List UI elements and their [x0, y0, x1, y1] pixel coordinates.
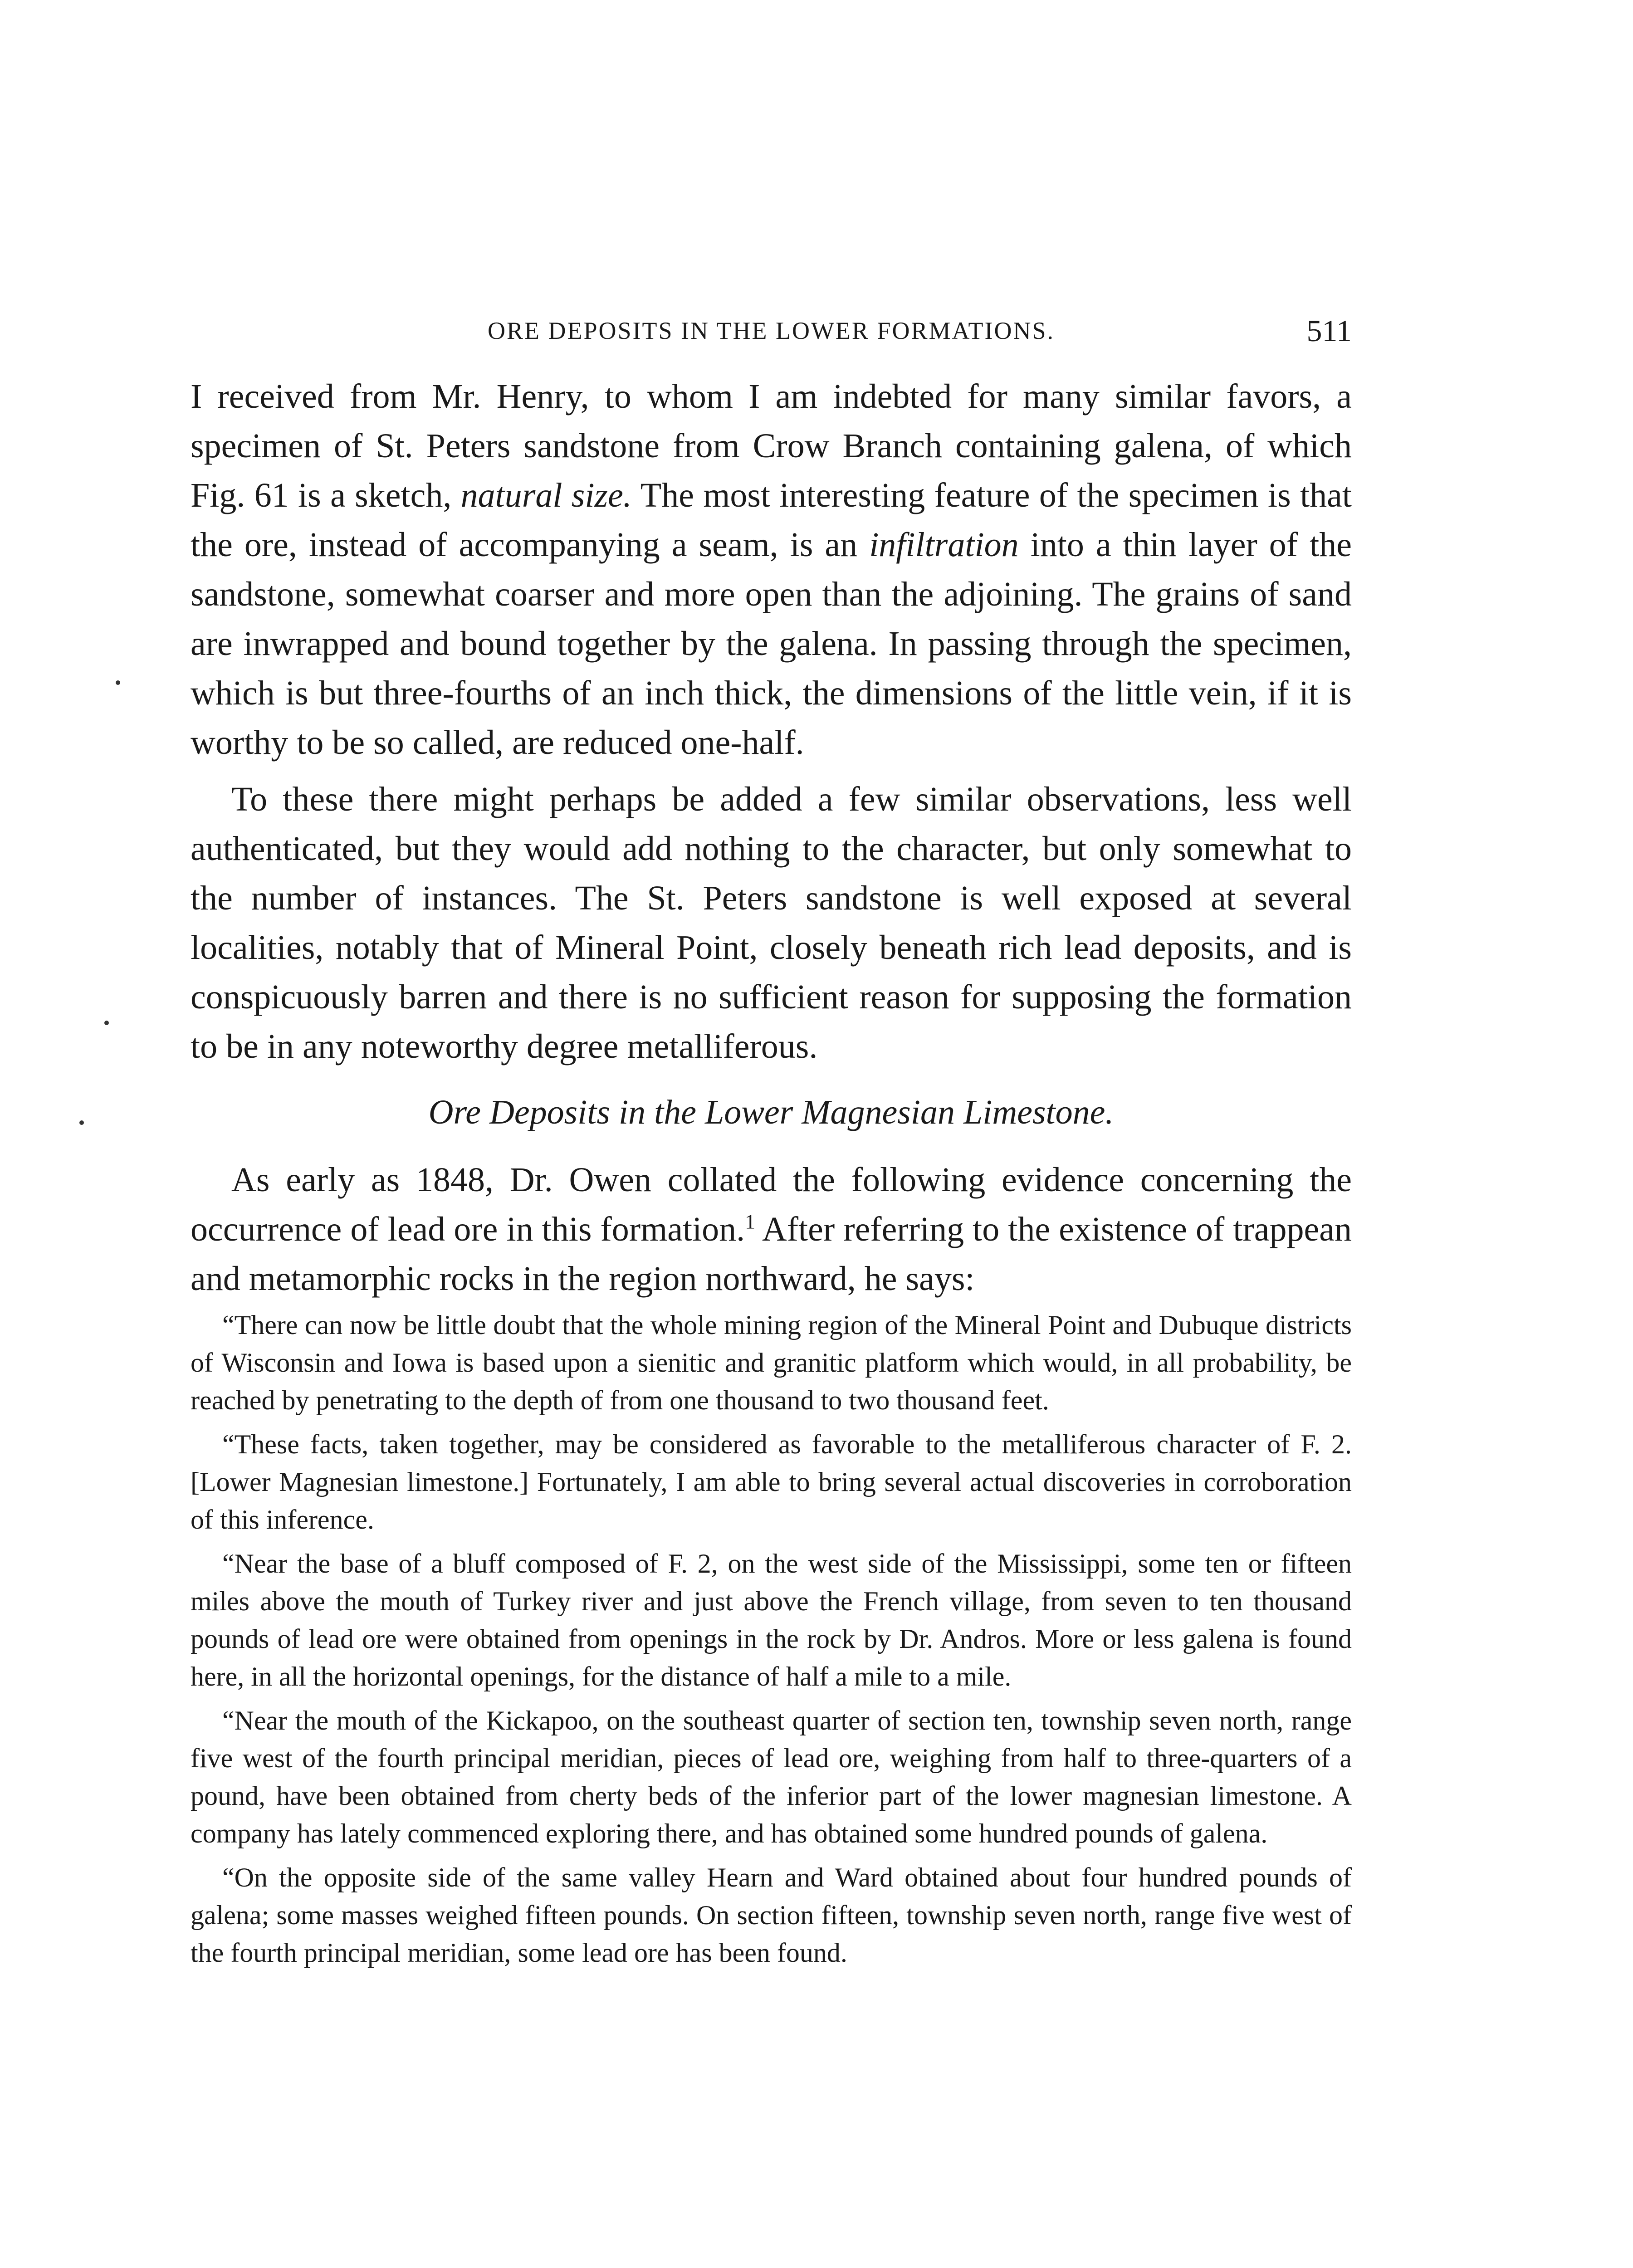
quotation-paragraph: “Near the base of a bluff composed of F. 2, on the west side of the Mississippi, some ten or fifteen miles above the mouth of Turkey river and just above the French village, from seven to ten thousand pounds of lead ore were obtained from openings in the rock by Dr. Andros. More or less galena is found here, in all the horizontal openings, for the distance of half a mile to a mile. [191, 1549, 1352, 1691]
body-text [191, 372, 1352, 1978]
paragraph-text: into a thin layer of the sandstone, somewhat coarser and more open than the adjoining. The grains of sand are inwrapped and bound together by the galena. In passing through the specimen, which is but three-fourths of an inch thick, the dimensions of the little vein, if it is worthy to be so called, are reduced one-half. [191, 526, 1352, 762]
paragraph-text: After referring to the existence of trappean and metamorphic rocks in the region northward, he says: [191, 1210, 1352, 1298]
quotation-block [191, 1306, 1352, 1972]
section-heading: Ore Deposits in the Lower Magnesian Limestone. [428, 1093, 1114, 1131]
paragraph-text: The most interesting feature of the specimen is that the ore, instead of accompanying a seam, is an [191, 476, 1352, 564]
running-title: ORE DEPOSITS IN THE LOWER FORMATIONS. [487, 317, 1055, 344]
footnote-reference[interactable]: 1 [745, 1210, 755, 1233]
print-speck [104, 1021, 109, 1025]
quotation-paragraph: “These facts, taken together, may be considered as favorable to the metalliferous character of F. 2. [Lower Magnesian limestone.] Fortunately, I am able to bring several actual discoveries in corroboration of this inference. [191, 1429, 1352, 1535]
quotation-paragraph: “Near the mouth of the Kickapoo, on the southeast quarter of section ten, township seven north, range five west of the fourth principal meridian, pieces of lead ore, weighing from half to three-quarters of a pound, have been obtained from cherty beds of the inferior part of the lower magnesian limestone. A company has lately commenced exploring there, and has obtained some hundred pounds of galena. [191, 1706, 1352, 1848]
paragraph-owen [191, 1155, 1352, 1304]
page-number: 511 [1306, 313, 1352, 348]
quotation-paragraph: “There can now be little doubt that the whole mining region of the Mineral Point and Dubuque districts of Wisconsin and Iowa is based upon a sienitic and granitic platform which would, in all probability, be reached by penetrating to the depth of from one thousand to two thousand feet. [191, 1310, 1352, 1415]
italic-phrase: infiltration [869, 526, 1019, 564]
print-speck [116, 680, 120, 685]
quotation-paragraph: “On the opposite side of the same valley Hearn and Ward obtained about four hundred pounds of galena; some masses weighed fifteen pounds. On section fifteen, township seven north, range five west of the fourth principal meridian, some lead ore has been found. [191, 1862, 1352, 1968]
paragraph-st-peters: To these there might perhaps be added a few similar observations, less well authenticated, but they would add nothing to the character, but only somewhat to the number of instances. The St. Peters sandstone is well exposed at several localities, notably that of Mineral Point, closely beneath rich lead deposits, and is conspicuously barren and there is no sufficient reason for supposing the formation to be in any noteworthy degree metalliferous. [191, 780, 1352, 1066]
italic-phrase: natural size. [460, 476, 632, 514]
paragraph-text: As early as 1848, Dr. Owen collated the following evidence concerning the occurrence of lead ore in this formation. [191, 1161, 1352, 1248]
paragraph-specimen [191, 372, 1352, 767]
paragraph-text: I received from Mr. Henry, to whom I am indebted for many similar favors, a specimen of St. Peters sandstone from Crow Branch containing galena, of which Fig. 61 is a sketch, [191, 377, 1352, 514]
running-head [191, 313, 1352, 354]
print-speck [79, 1120, 84, 1125]
